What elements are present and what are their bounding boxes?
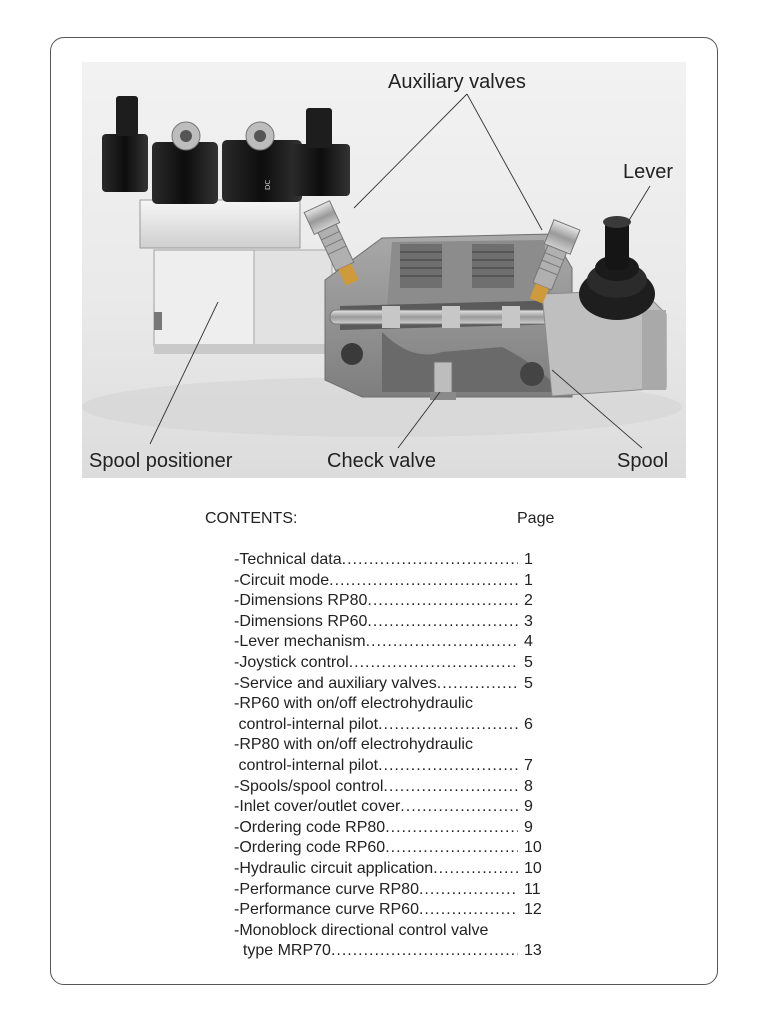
toc-entry-label: -Circuit mode (234, 571, 330, 589)
toc-leader-dots (367, 612, 518, 633)
toc-leader-dots (437, 674, 518, 695)
contents-heading: CONTENTS: (205, 510, 298, 527)
page-column-heading: Page (517, 510, 555, 527)
toc-entry-label: -Inlet cover/outlet cover (234, 798, 401, 816)
toc-leader-dots (331, 941, 518, 962)
solenoid-text: DC (264, 179, 272, 190)
toc-entry (234, 818, 552, 839)
toc-entry-page: 5 (524, 653, 533, 671)
toc-entry-label: -Performance curve RP60 (234, 901, 419, 919)
toc-entry-page: 2 (524, 592, 533, 610)
toc-leader-dots (378, 715, 518, 736)
toc-entry-page: 3 (524, 612, 533, 630)
toc-entry (234, 900, 552, 921)
toc-entry-label: type MRP70 (234, 942, 331, 960)
toc-entry (234, 612, 552, 633)
callout-spool: Spool (617, 450, 669, 472)
toc-leader-dots (383, 777, 518, 798)
toc-entry (234, 797, 552, 818)
toc-entry-line1: -RP80 with on/off electrohydraulic (234, 736, 473, 754)
callout-check-valve: Check valve (327, 450, 436, 472)
toc-entry-line1: -Monoblock directional control valve (234, 921, 489, 939)
toc-entry-page: 7 (524, 756, 533, 774)
toc-entry-label: -Performance curve RP80 (234, 880, 419, 898)
toc-entry-label: -Joystick control (234, 653, 349, 671)
toc-leader-dots (342, 550, 518, 571)
toc-entry-label: control-internal pilot (234, 756, 379, 774)
toc-entry-label: -Lever mechanism (234, 633, 366, 651)
toc-leader-dots (385, 838, 518, 859)
toc-leader-dots (419, 880, 518, 901)
callout-auxiliary-valves: Auxiliary valves (388, 71, 526, 93)
toc-entry-page: 1 (524, 551, 533, 568)
toc-entry (234, 880, 552, 901)
callout-lever: Lever (623, 161, 674, 183)
toc-entry-page: 9 (524, 798, 533, 816)
toc-entry-label: -Spools/spool control (234, 777, 384, 795)
toc-entry-label: -Ordering code RP80 (234, 818, 386, 836)
toc-leader-dots (378, 756, 518, 777)
toc-entry-page: 10 (524, 859, 542, 877)
toc-entry-page: 8 (524, 777, 533, 795)
callout-spool-positioner: Spool positioner (89, 450, 233, 472)
toc-entry-label: -Dimensions RP60 (234, 612, 368, 630)
toc-entry (234, 632, 552, 653)
toc-entry-page: 13 (524, 942, 542, 960)
toc-entry-line1: -RP60 with on/off electrohydraulic (234, 695, 473, 713)
table-of-contents (234, 550, 552, 962)
toc-entry-label: -Technical data (234, 551, 342, 568)
toc-entry (234, 674, 552, 695)
toc-entry-page: 1 (524, 571, 533, 589)
toc-leader-dots (367, 591, 518, 612)
toc-entry-page: 10 (524, 839, 542, 857)
toc-leader-dots (433, 859, 518, 880)
valve-photo (82, 62, 686, 478)
toc-entry (234, 777, 552, 798)
toc-leader-dots (400, 797, 518, 818)
toc-entry-page: 6 (524, 715, 533, 733)
toc-entry-page: 4 (524, 633, 533, 651)
toc-entry (234, 859, 552, 880)
toc-entry (234, 571, 552, 592)
toc-entry-page: 12 (524, 901, 542, 919)
toc-leader-dots (366, 632, 518, 653)
toc-entry (234, 838, 552, 859)
toc-leader-dots (419, 900, 518, 921)
toc-entry (234, 550, 552, 571)
toc-entry (234, 756, 552, 777)
toc-entry-page: 11 (524, 880, 541, 898)
toc-entry (234, 941, 552, 962)
toc-entry (234, 715, 552, 736)
toc-entry-label: -Service and auxiliary valves (234, 674, 437, 692)
toc-entry-label: control-internal pilot (234, 715, 379, 733)
toc-leader-dots (329, 571, 518, 592)
toc-entry (234, 591, 552, 612)
toc-leader-dots (385, 818, 518, 839)
toc-entry (234, 653, 552, 674)
toc-leader-dots (349, 653, 518, 674)
toc-entry-page: 9 (524, 818, 533, 836)
toc-entry-page: 5 (524, 674, 533, 692)
toc-entry-label: -Hydraulic circuit application (234, 859, 434, 877)
toc-entry-label: -Ordering code RP60 (234, 839, 386, 857)
toc-entry-label: -Dimensions RP80 (234, 592, 368, 610)
